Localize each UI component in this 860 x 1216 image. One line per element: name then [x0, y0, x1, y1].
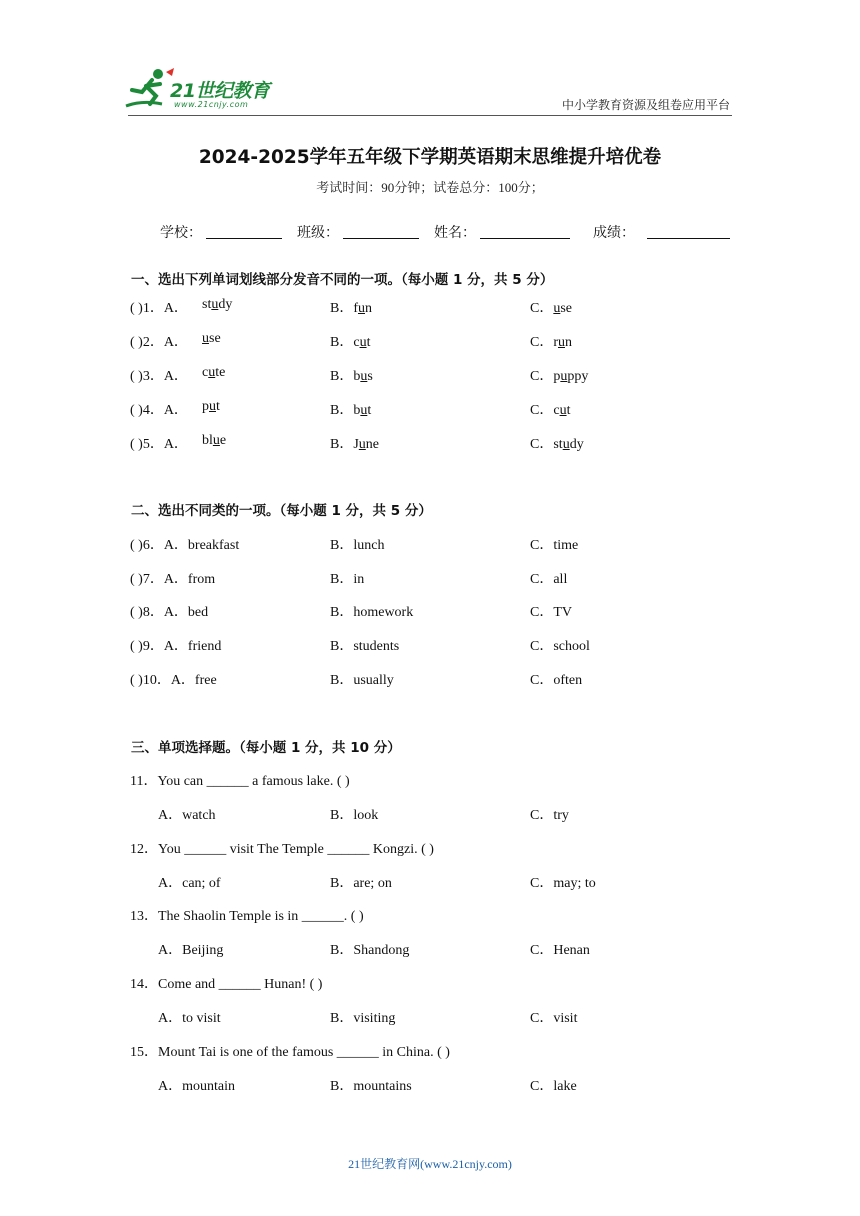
- question-stem: [0, 1041, 860, 1061]
- option-a: A．mountain: [158, 1079, 235, 1094]
- question-row: [0, 399, 860, 419]
- option-a: cute: [202, 365, 226, 380]
- option-c: C．use: [530, 301, 573, 316]
- score-label: 成绩：: [593, 225, 635, 241]
- question-row: [0, 433, 860, 453]
- option-c: C．school: [530, 639, 590, 654]
- question-number: ( )3．A．: [130, 369, 188, 384]
- option-b: B．Shandong: [330, 943, 410, 958]
- option-c: C．visit: [530, 1011, 578, 1026]
- option-b: B．visiting: [330, 1011, 396, 1026]
- option-b: B．bus: [330, 369, 373, 384]
- option-c: C．all: [530, 572, 568, 587]
- option-b: B．look: [330, 808, 379, 823]
- question-text: 12．You ______ visit The Temple ______ Kongzi. ( ): [130, 842, 434, 857]
- question-row: [0, 568, 860, 588]
- option-a: blue: [202, 433, 227, 448]
- option-b: B．mountains: [330, 1079, 412, 1094]
- option-b: B．fun: [330, 301, 372, 316]
- option-b: B．students: [330, 639, 400, 654]
- score-field[interactable]: [647, 238, 730, 239]
- header-divider: [128, 115, 732, 116]
- option-c: C．time: [530, 538, 579, 553]
- option-c: C．puppy: [530, 369, 589, 384]
- question-row: [0, 297, 860, 317]
- option-c: C．TV: [530, 605, 572, 620]
- option-b: B．usually: [330, 673, 394, 688]
- option-c: C．lake: [530, 1079, 577, 1094]
- question-stem: [0, 838, 860, 858]
- option-b: B．cut: [330, 335, 371, 350]
- question-row: [0, 534, 860, 554]
- school-field[interactable]: [206, 238, 282, 239]
- platform-label: 中小学教育资源及组卷应用平台: [561, 98, 730, 112]
- class-label: 班级：: [297, 225, 339, 241]
- question-number: ( )9．A．friend: [130, 639, 222, 654]
- option-c: C．try: [530, 808, 569, 823]
- option-a: put: [202, 399, 220, 414]
- option-a: A．Beijing: [158, 943, 224, 958]
- brand-name: 21世纪教育: [170, 80, 270, 102]
- option-b: B．lunch: [330, 538, 385, 553]
- question-number: ( )10．A．free: [130, 673, 217, 688]
- section-3-heading: 三、单项选择题。（每小题 1 分，共 10 分）: [131, 740, 401, 756]
- question-options: [0, 872, 860, 892]
- option-b: B．homework: [330, 605, 414, 620]
- logo: [122, 66, 292, 116]
- brand-site: www.21cnjy.com: [174, 100, 249, 109]
- question-row: [0, 365, 860, 385]
- question-options: [0, 1075, 860, 1095]
- question-stem: [0, 905, 860, 925]
- option-a: A．can; of: [158, 876, 221, 891]
- question-number: ( )8．A．bed: [130, 605, 209, 620]
- question-stem: [0, 770, 860, 790]
- question-row: [0, 669, 860, 689]
- question-text: 15．Mount Tai is one of the famous ______ in China. ( ): [130, 1045, 450, 1060]
- class-field[interactable]: [343, 238, 419, 239]
- question-number: ( )7．A．from: [130, 572, 216, 587]
- question-options: [0, 939, 860, 959]
- question-number: ( )6．A．breakfast: [130, 538, 240, 553]
- footer-link[interactable]: 21世纪教育网(www.21cnjy.com): [348, 1157, 512, 1171]
- name-label: 姓名：: [434, 225, 476, 241]
- question-number: ( )5．A．: [130, 437, 188, 452]
- question-options: [0, 1007, 860, 1027]
- question-number: ( )4．A．: [130, 403, 188, 418]
- option-c: C．cut: [530, 403, 571, 418]
- option-a: use: [202, 331, 221, 346]
- option-a: A．to visit: [158, 1011, 221, 1026]
- section-1-heading: 一、选出下列单词划线部分发音不同的一项。（每小题 1 分，共 5 分）: [131, 272, 554, 288]
- option-b: B．June: [330, 437, 380, 452]
- section-2-heading: 二、选出不同类的一项。（每小题 1 分，共 5 分）: [131, 503, 432, 519]
- question-text: 11．You can ______ a famous lake. ( ): [130, 774, 350, 789]
- exam-info: 考试时间：90分钟；试卷总分：100分；: [316, 180, 544, 195]
- option-c: C．study: [530, 437, 584, 452]
- question-number: ( )2．A．: [130, 335, 188, 350]
- question-text: 14．Come and ______ Hunan! ( ): [130, 977, 323, 992]
- option-b: B．but: [330, 403, 372, 418]
- question-row: [0, 601, 860, 621]
- question-text: 13．The Shaolin Temple is in ______. ( ): [130, 909, 364, 924]
- option-a: study: [202, 297, 233, 312]
- question-options: [0, 804, 860, 824]
- question-row: [0, 635, 860, 655]
- school-label: 学校：: [160, 225, 202, 241]
- page-title: 2024-2025学年五年级下学期英语期末思维提升培优卷: [198, 147, 662, 168]
- option-c: C．often: [530, 673, 583, 688]
- question-number: ( )1．A．: [130, 301, 188, 316]
- question-row: [0, 331, 860, 351]
- option-b: B．are; on: [330, 876, 392, 891]
- name-field[interactable]: [480, 238, 570, 239]
- option-a: A．watch: [158, 808, 216, 823]
- option-c: C．Henan: [530, 943, 590, 958]
- option-c: C．may; to: [530, 876, 596, 891]
- option-b: B．in: [330, 572, 365, 587]
- option-c: C．run: [530, 335, 572, 350]
- question-stem: [0, 973, 860, 993]
